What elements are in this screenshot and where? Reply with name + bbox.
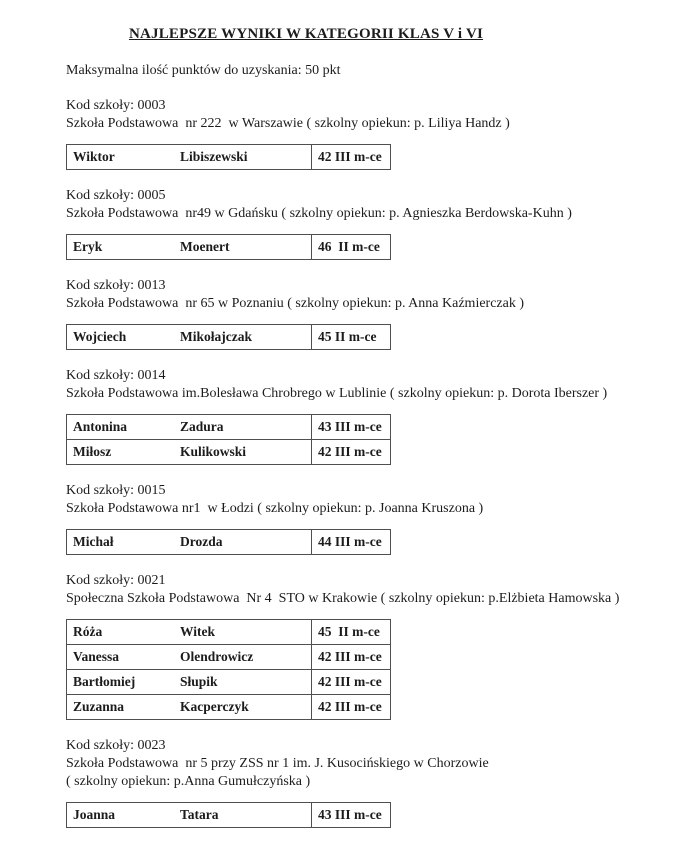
school-section-0015 — [66, 482, 666, 555]
results-table — [66, 619, 391, 720]
last-name-cell: Witek — [180, 624, 216, 639]
first-name-cell: Antonina — [73, 419, 128, 434]
results-table — [66, 324, 391, 350]
school-code: Kod szkoły: 0003 — [66, 98, 166, 113]
first-name-cell: Eryk — [73, 239, 103, 254]
school-info: Szkoła Podstawowa nr49 w Gdańsku ( szkolny opiekun: p. Agnieszka Berdowska-Kuhn ) — [66, 206, 572, 221]
school-section-0023 — [66, 737, 666, 828]
school-section-0013 — [66, 277, 666, 350]
result-cell: 42 III m-ce — [312, 440, 391, 465]
first-name-cell: Wojciech — [73, 329, 127, 344]
school-info: Szkoła Podstawowa nr1 w Łodzi ( szkolny opiekun: p. Joanna Kruszona ) — [66, 501, 484, 516]
school-info: Społeczna Szkoła Podstawowa Nr 4 STO w Krakowie ( szkolny opiekun: p.Elżbieta Hamowska ) — [66, 591, 620, 606]
last-name-cell: Libiszewski — [180, 149, 248, 164]
result-cell: 46 II m-ce — [312, 235, 391, 260]
max-points-line: Maksymalna ilość punktów do uzyskania: 50 pkt — [66, 63, 341, 78]
first-name-cell: Miłosz — [73, 444, 112, 459]
table-row — [67, 645, 391, 670]
school-section-0005 — [66, 187, 666, 260]
last-name-cell: Kulikowski — [180, 444, 247, 459]
table-row — [67, 440, 391, 465]
first-name-cell: Zuzanna — [73, 699, 125, 714]
page-title: NAJLEPSZE WYNIKI W KATEGORII KLAS V i VI — [128, 26, 484, 42]
first-name-cell: Michał — [73, 534, 114, 549]
last-name-cell: Słupik — [180, 674, 218, 689]
result-cell: 45 II m-ce — [312, 620, 391, 645]
result-cell: 44 III m-ce — [312, 530, 391, 555]
school-code: Kod szkoły: 0023 — [66, 738, 166, 753]
school-section-0014 — [66, 367, 666, 465]
school-code: Kod szkoły: 0021 — [66, 573, 166, 588]
last-name-cell: Kacperczyk — [180, 699, 249, 714]
school-section-0003 — [66, 97, 666, 170]
results-table — [66, 529, 391, 555]
school-info-caretaker: ( szkolny opiekun: p.Anna Gumułczyńska ) — [66, 774, 311, 789]
table-row — [67, 415, 391, 440]
result-cell: 42 III m-ce — [312, 695, 391, 720]
table-row — [67, 235, 391, 260]
first-name-cell: Joanna — [73, 807, 116, 822]
table-row — [67, 670, 391, 695]
result-cell: 42 III m-ce — [312, 145, 391, 170]
first-name-cell: Róża — [73, 624, 103, 639]
results-table — [66, 234, 391, 260]
results-table — [66, 144, 391, 170]
table-row — [67, 145, 391, 170]
result-cell: 43 III m-ce — [312, 803, 391, 828]
school-info: Szkoła Podstawowa nr 5 przy ZSS nr 1 im. J. Kusocińskiego w Chorzowie — [66, 756, 489, 771]
result-cell: 45 II m-ce — [312, 325, 391, 350]
first-name-cell: Vanessa — [73, 649, 120, 664]
table-row — [67, 530, 391, 555]
table-row — [67, 803, 391, 828]
school-info: Szkoła Podstawowa nr 222 w Warszawie ( szkolny opiekun: p. Liliya Handz ) — [66, 116, 510, 131]
results-table — [66, 802, 391, 828]
table-row — [67, 620, 391, 645]
last-name-cell: Mikołajczak — [180, 329, 252, 344]
school-code: Kod szkoły: 0013 — [66, 278, 166, 293]
title-band — [66, 25, 546, 44]
school-info: Szkoła Podstawowa im.Bolesława Chrobrego w Lublinie ( szkolny opiekun: p. Dorota Iberszer ) — [66, 386, 608, 401]
last-name-cell: Moenert — [180, 239, 230, 254]
last-name-cell: Tatara — [180, 807, 219, 822]
school-code: Kod szkoły: 0005 — [66, 188, 166, 203]
last-name-cell: Zadura — [180, 419, 224, 434]
school-section-0021 — [66, 572, 666, 720]
result-cell: 42 III m-ce — [312, 645, 391, 670]
school-code: Kod szkoły: 0014 — [66, 368, 166, 383]
school-info: Szkoła Podstawowa nr 65 w Poznaniu ( szkolny opiekun: p. Anna Kaźmierczak ) — [66, 296, 525, 311]
results-table — [66, 414, 391, 465]
first-name-cell: Bartłomiej — [73, 674, 136, 689]
table-row — [67, 695, 391, 720]
school-code: Kod szkoły: 0015 — [66, 483, 166, 498]
last-name-cell: Drozda — [180, 534, 223, 549]
table-row — [67, 325, 391, 350]
last-name-cell: Olendrowicz — [180, 649, 254, 664]
result-cell: 42 III m-ce — [312, 670, 391, 695]
first-name-cell: Wiktor — [73, 149, 115, 164]
result-cell: 43 III m-ce — [312, 415, 391, 440]
